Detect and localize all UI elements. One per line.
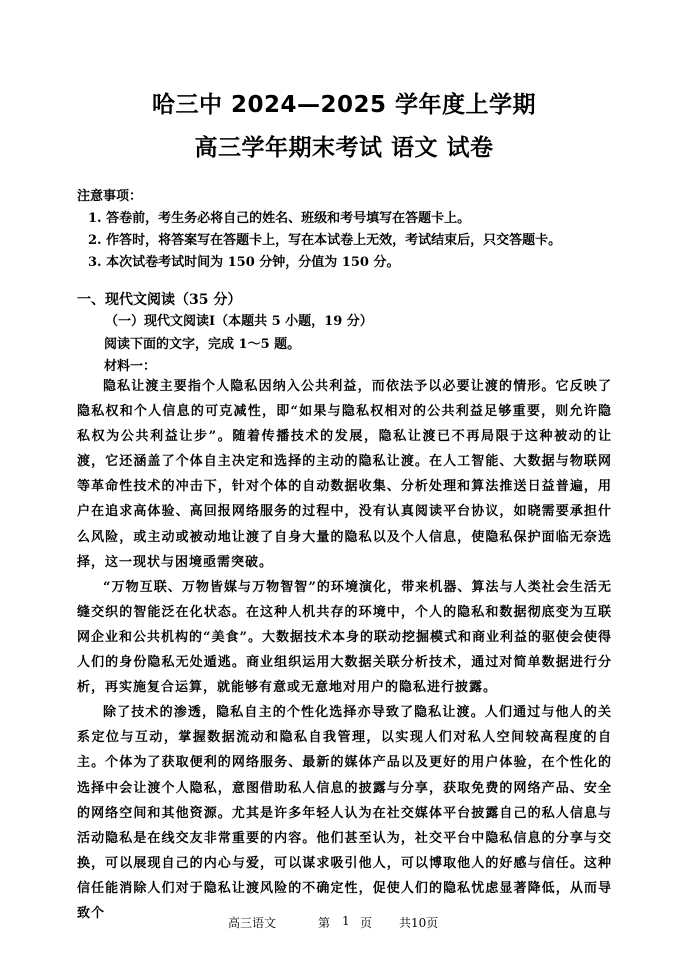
footer-page-suffix: 页 bbox=[360, 916, 373, 930]
footer-subject: 高三语文 bbox=[228, 916, 277, 930]
paragraph: “万物互联、万物皆媒与万物智智”的环境演化，带来机器、算法与人类社会生活无缝交织的智能泛在化状态。在这种人机共存的环境中，个人的隐私和数据彻底变为互联网企业和公共机构的“美食”。大数据技术本身的联动挖掘模式和商业利益的驱使会使得人们的身份隐私无处遁逃。商业组织运用大数据关联分析技术，通过对简单数据进行分析，再实施复合运算，就能够有意或无意地对用户的隐私进行披露。 bbox=[77, 579, 612, 696]
exam-title-line2: 高三学年期末考试 语文 试卷 bbox=[194, 135, 494, 161]
sub-heading: （一）现代文阅读Ⅰ（本题共 5 小题，19 分） bbox=[105, 314, 373, 329]
paragraph: 隐私让渡主要指个人隐私因纳入公共利益，而依法予以必要让渡的情形。它反映了隐私权和个人信息的可克减性，即“如果与隐私权相对的公共利益足够重要，则允许隐私权为公共利益让步”。随着传播技术的发展，隐私让渡已不再局限于这种被动的让渡，它还涵盖了个体自主决定和选择的主动的隐私让渡。在人工智能、大数据与物联网等革命性技术的冲击下，针对个体的自动数据收集、分析处理和算法推送日益普遍，用户在追求高体验、高回报网络服务的过程中，没有认真阅读平台协议，如晓需要承担什么风险，或主动或被动地让渡了自身大量的隐私以及个人信息，使隐私保护面临无奈选择，这一现状与困境亟需突破。 bbox=[77, 379, 612, 570]
notice-item: 1. 答卷前，考生务必将自己的姓名、班级和考号填写在答题卡上。 bbox=[88, 211, 471, 226]
notice-item: 2. 作答时，将答案写在答题卡上，写在本试卷上无效，考试结束后，只交答题卡。 bbox=[88, 233, 562, 248]
footer-page-prefix: 第 bbox=[318, 916, 331, 930]
material-label: 材料一： bbox=[104, 359, 157, 374]
footer-page-number: 1 bbox=[342, 914, 350, 928]
notice-title: 注意事项： bbox=[77, 189, 143, 204]
material-body bbox=[77, 374, 612, 926]
notice-item: 3. 本次试卷考试时间为 150 分钟，分值为 150 分。 bbox=[88, 255, 400, 270]
paragraph: 除了技术的渗透，隐私自主的个性化选择亦导致了隐私让渡。人们通过与他人的关系定位与互动，掌握数据流动和隐私自我管理，以实现人们对私人空间较高程度的自主。个体为了获取便利的网络服务、最新的媒体产品以及更好的用户体验，在个性化的选择中会让渡个人隐私，意图借助私人信息的披露与分享，获取免费的网络产品、安全的网络空间和其他资源。尤其是许多年轻人认为在社交媒体平台披露自己的私人信息与活动隐私是在线交友非常重要的内容。他们甚至认为，社交平台中隐私信息的分享与交换，可以展现自己的内心与爱，可以谋求吸引他人，可以博取他人的好感与信任。这种信任能消除人们对于隐私让渡风险的不确定性，促使人们的隐私忧虑显著降低，从而导致个 bbox=[77, 705, 612, 921]
reading-instruction: 阅读下面的文字，完成 1～5 题。 bbox=[104, 337, 301, 352]
footer-total-pages: 共10页 bbox=[399, 916, 439, 930]
section-heading: 一、现代文阅读（35 分） bbox=[77, 292, 242, 308]
exam-title-line1: 哈三中 2024—2025 学年度上学期 bbox=[151, 92, 537, 118]
